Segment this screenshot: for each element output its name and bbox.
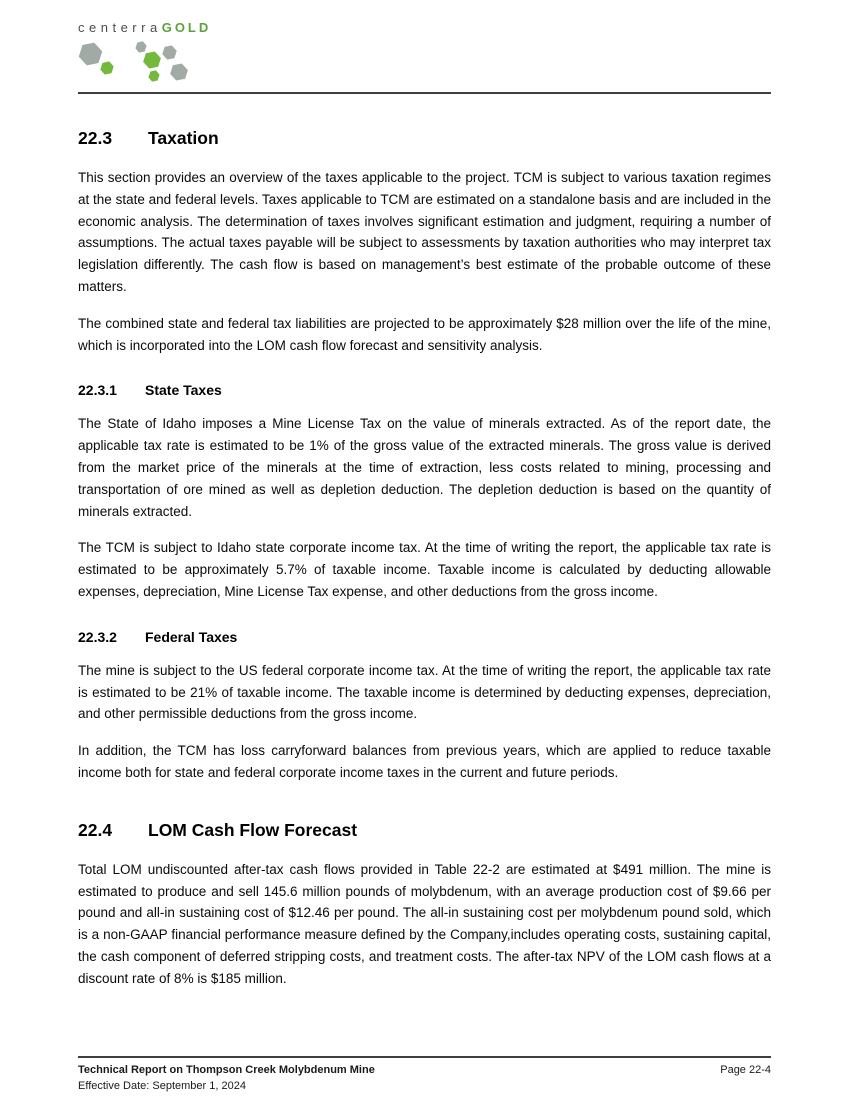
hexagon-icon bbox=[99, 59, 115, 76]
heading-number: 22.3.2 bbox=[78, 628, 117, 645]
paragraph-taxes-overview: This section provides an overview of the taxes applicable to the project. TCM is subject to various taxation regimes at the state and federal levels. Taxes applicable to TCM are estimated on a standalone basis and are included in the economic analysis. The determination of taxes involves significant estimation and judgment, requiring a number of assumptions. The actual taxes payable will be subject to assessments by taxation authorities who may interpret tax legislation differently. The cash flow is based on management’s best estimate of the probable outcome of these matters. bbox=[78, 170, 771, 294]
paragraph-lom-cash-flows: Total LOM undiscounted after-tax cash flows provided in Table 22-2 are estimated at $491 million. The mine is estimated to produce and sell 145.6 million pounds of molybdenum, with an average production cost of $9.66 per pound and all-in sustaining cost of $12.46 per pound. The all-in sustaining cost per molybdenum pound sold, which is a non-GAAP financial performance measure defined by the Company,includes operating costs, sustaining capital, the cash component of deferred stripping costs, and treatment costs. The after-tax NPV of the LOM cash flows at a discount rate of 8% is $185 million. bbox=[78, 861, 771, 986]
paragraph-combined-liabilities: The combined state and federal tax liabilities are projected to be approximately $28 million over the life of the mine, which is incorporated into the LOM cash flow forecast and sensitivity analysis. bbox=[78, 315, 771, 353]
heading-22-3-2-federal-taxes bbox=[78, 629, 771, 645]
footer-effective-date: Effective Date: September 1, 2024 bbox=[78, 1080, 246, 1092]
page-header bbox=[78, 0, 771, 94]
heading-number: 22.4 bbox=[78, 819, 113, 840]
paragraph-mine-license-tax: The State of Idaho imposes a Mine License Tax on the value of minerals extracted. As of the report date, the applicable tax rate is estimated to be 1% of the gross value of the extracted minerals. The gross value is derived from the market price of the minerals at the time of extraction, less costs related to mining, processing and transportation of ore mined as well as depletion deduction. The depletion deduction is based on the quantity of minerals extracted. bbox=[78, 416, 771, 519]
paragraph-idaho-corporate-tax: The TCM is subject to Idaho state corporate income tax. At the time of writing the report, the applicable tax rate is estimated to be approximately 5.7% of taxable income. Taxable income is calculated by deducting allowable expenses, depreciation, Mine License Tax expense, and other deductions from the gross income. bbox=[78, 540, 771, 599]
heading-22-3-taxation bbox=[78, 128, 771, 149]
footer-divider bbox=[78, 1056, 771, 1058]
logo-gold-text: GOLD bbox=[161, 20, 212, 35]
heading-22-4-lom-cash-flow bbox=[78, 820, 771, 841]
heading-title: Federal Taxes bbox=[145, 628, 238, 645]
logo-hexagons-icon bbox=[78, 39, 208, 85]
heading-number: 22.3.1 bbox=[78, 382, 117, 399]
footer-page-number: Page 22-4 bbox=[720, 1064, 771, 1076]
heading-title: State Taxes bbox=[145, 382, 222, 399]
hexagon-icon bbox=[77, 39, 104, 68]
centerra-gold-logo bbox=[78, 20, 771, 86]
logo-brand-text: centerra bbox=[78, 20, 162, 35]
heading-number: 22.3 bbox=[78, 128, 113, 148]
hexagon-icon bbox=[134, 40, 147, 55]
hexagon-icon bbox=[147, 69, 160, 84]
hexagon-icon bbox=[169, 61, 190, 83]
logo-wordmark bbox=[78, 20, 771, 35]
hexagon-icon bbox=[161, 43, 178, 61]
heading-title: LOM Cash Flow Forecast bbox=[148, 819, 358, 840]
heading-22-3-1-state-taxes bbox=[78, 382, 771, 398]
heading-title: Taxation bbox=[148, 128, 219, 148]
document-body bbox=[78, 94, 771, 990]
footer-report-title: Technical Report on Thompson Creek Molybdenum Mine bbox=[78, 1064, 375, 1076]
page-footer bbox=[78, 1056, 771, 1094]
paragraph-federal-corporate-tax: The mine is subject to the US federal corporate income tax. At the time of writing the report, the applicable tax rate is estimated to be 21% of taxable income. The taxable income is determined by deducting expenses, depreciation, and other permissible deductions from the gross income. bbox=[78, 662, 771, 722]
hexagon-icon bbox=[142, 49, 163, 71]
paragraph-loss-carryforward: In addition, the TCM has loss carryforward balances from previous years, which are applied to reduce taxable income both for state and federal corporate income taxes in the current and future periods. bbox=[78, 743, 771, 780]
